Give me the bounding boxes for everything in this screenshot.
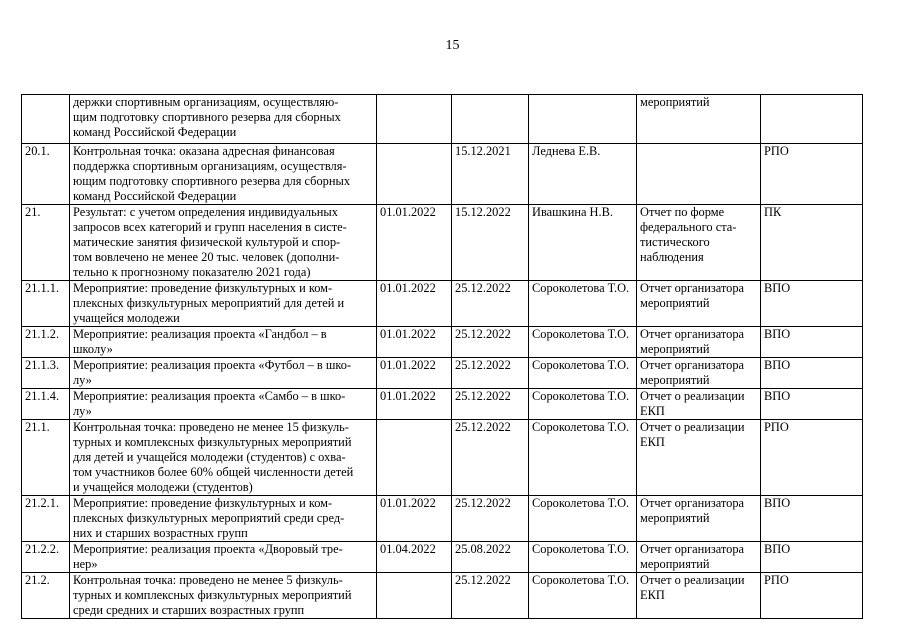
cell-name: Результат: с учетом определения индивидуальных запросов всех категорий и групп населения в систе- матические занятия физической культурой и спор- том вовлечено не менее 20 тыс. человек (дополни- тельно к прогнозному показателю 2021 года) [70, 205, 377, 281]
plan-table [21, 94, 863, 619]
table-row [22, 420, 863, 496]
cell-start-date: 01.01.2022 [377, 358, 452, 389]
cell-name: Контрольная точка: оказана адресная финансовая поддержка спортивным организациям, осуществля- ющим подготовку спортивного резерва для сборных команд Российской Федерации [70, 144, 377, 205]
table-row [22, 281, 863, 327]
cell-name: Контрольная точка: проведено не менее 15 физкуль- турных и комплексных физкультурных мероприятий для детей и учащейся молодежи (студентов) с охва- том участников более 60% общей численности детей и учащейся молодежи (студентов) [70, 420, 377, 496]
cell-responsible: Сороколетова Т.О. [529, 281, 637, 327]
cell-type: РПО [761, 573, 863, 619]
table-row [22, 327, 863, 358]
table-row [22, 205, 863, 281]
cell-number: 21.2.2. [22, 542, 70, 573]
cell-start-date [377, 144, 452, 205]
cell-name: Мероприятие: реализация проекта «Дворовый тре- нер» [70, 542, 377, 573]
cell-end-date: 25.12.2022 [452, 327, 529, 358]
cell-responsible [529, 95, 637, 144]
cell-type: ВПО [761, 327, 863, 358]
cell-end-date [452, 95, 529, 144]
cell-number: 21.2. [22, 573, 70, 619]
table-row [22, 542, 863, 573]
table-row [22, 358, 863, 389]
cell-start-date [377, 95, 452, 144]
cell-document: Отчет организатора мероприятий [637, 327, 761, 358]
cell-type: РПО [761, 420, 863, 496]
cell-type: ВПО [761, 358, 863, 389]
table-row [22, 95, 863, 144]
cell-document: Отчет организатора мероприятий [637, 542, 761, 573]
cell-responsible: Ивашкина Н.В. [529, 205, 637, 281]
cell-responsible: Сороколетова Т.О. [529, 573, 637, 619]
cell-name: Мероприятие: проведение физкультурных и ком- плексных физкультурных мероприятий для детей и учащейся молодежи [70, 281, 377, 327]
cell-number: 21.1.1. [22, 281, 70, 327]
cell-name: держки спортивным организациям, осуществляю- щим подготовку спортивного резерва для сборных команд Российской Федерации [70, 95, 377, 144]
cell-document: Отчет организатора мероприятий [637, 496, 761, 542]
cell-number: 21.1.3. [22, 358, 70, 389]
cell-start-date: 01.01.2022 [377, 389, 452, 420]
cell-document: Отчет организатора мероприятий [637, 358, 761, 389]
page-number: 15 [445, 38, 460, 53]
cell-start-date: 01.04.2022 [377, 542, 452, 573]
cell-responsible: Сороколетова Т.О. [529, 420, 637, 496]
cell-type [761, 95, 863, 144]
cell-start-date: 01.01.2022 [377, 205, 452, 281]
cell-type: ВПО [761, 281, 863, 327]
cell-end-date: 25.12.2022 [452, 496, 529, 542]
cell-name: Мероприятие: проведение физкультурных и ком- плексных физкультурных мероприятий среди сред- них и старших возрастных групп [70, 496, 377, 542]
cell-number: 21.1. [22, 420, 70, 496]
cell-document: Отчет по форме федерального ста- тистического наблюдения [637, 205, 761, 281]
table-row [22, 573, 863, 619]
cell-number: 21.1.2. [22, 327, 70, 358]
cell-number [22, 95, 70, 144]
cell-type: ПК [761, 205, 863, 281]
cell-document: Отчет о реализации ЕКП [637, 420, 761, 496]
cell-start-date [377, 573, 452, 619]
cell-number: 20.1. [22, 144, 70, 205]
cell-end-date: 25.12.2022 [452, 420, 529, 496]
cell-type: ВПО [761, 389, 863, 420]
cell-end-date: 25.12.2022 [452, 389, 529, 420]
cell-end-date: 15.12.2021 [452, 144, 529, 205]
cell-responsible: Сороколетова Т.О. [529, 496, 637, 542]
cell-end-date: 25.12.2022 [452, 573, 529, 619]
cell-start-date: 01.01.2022 [377, 281, 452, 327]
cell-responsible: Сороколетова Т.О. [529, 327, 637, 358]
cell-start-date: 01.01.2022 [377, 496, 452, 542]
cell-start-date [377, 420, 452, 496]
table-row [22, 496, 863, 542]
cell-type: ВПО [761, 542, 863, 573]
cell-document: Отчет организатора мероприятий [637, 281, 761, 327]
cell-document [637, 144, 761, 205]
cell-number: 21.1.4. [22, 389, 70, 420]
cell-document: Отчет о реализации ЕКП [637, 573, 761, 619]
cell-type: РПО [761, 144, 863, 205]
cell-responsible: Леднева Е.В. [529, 144, 637, 205]
cell-responsible: Сороколетова Т.О. [529, 542, 637, 573]
cell-number: 21. [22, 205, 70, 281]
cell-end-date: 25.12.2022 [452, 281, 529, 327]
cell-start-date: 01.01.2022 [377, 327, 452, 358]
cell-name: Мероприятие: реализация проекта «Футбол – в шко- лу» [70, 358, 377, 389]
cell-name: Мероприятие: реализация проекта «Гандбол – в школу» [70, 327, 377, 358]
cell-name: Контрольная точка: проведено не менее 5 физкуль- турных и комплексных физкультурных мероприятий среди средних и старших возрастных групп [70, 573, 377, 619]
table-row [22, 389, 863, 420]
cell-type: ВПО [761, 496, 863, 542]
cell-document: мероприятий [637, 95, 761, 144]
cell-name: Мероприятие: реализация проекта «Самбо – в шко- лу» [70, 389, 377, 420]
cell-end-date: 15.12.2022 [452, 205, 529, 281]
cell-responsible: Сороколетова Т.О. [529, 389, 637, 420]
table-row [22, 144, 863, 205]
cell-end-date: 25.08.2022 [452, 542, 529, 573]
cell-document: Отчет о реализации ЕКП [637, 389, 761, 420]
cell-number: 21.2.1. [22, 496, 70, 542]
cell-responsible: Сороколетова Т.О. [529, 358, 637, 389]
cell-end-date: 25.12.2022 [452, 358, 529, 389]
